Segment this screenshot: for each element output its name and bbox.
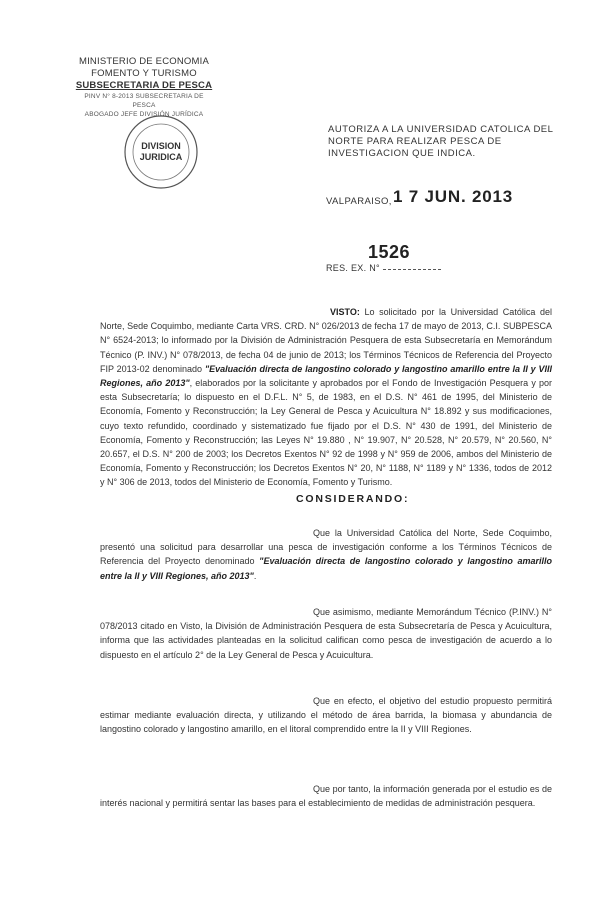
visto-text-a: Lo solicitado por la Universidad Católica del Norte, Sede Coquimbo, mediante Carta VRS. CRD. N° 026/2013 de fecha 17 de mayo de 2013, C.I. SUBPESCA N° 6524-2013; lo informado por la División de Administración Pesquera de esta Subsecretaría en Memorándum Técnico (P. INV.) N° 078/2013, de fecha 04 de junio de 2013; los Términos Técnicos de Referencia del Proyecto FIP 2013-02 denominado: [100, 307, 552, 374]
considerando-p1-c: .: [253, 570, 257, 581]
stamp-line-1: DIVISION: [141, 141, 181, 151]
visto-paragraph: [100, 305, 552, 490]
considerando-p4: Que por tanto, la información generada por el estudio es de interés nacional y permitirá sentar las bases para el establecimiento de medidas de administración pesquera.: [100, 784, 552, 809]
resolution-subject: AUTORIZA A LA UNIVERSIDAD CATOLICA DEL NORTE PARA REALIZAR PESCA DE INVESTIGACION QUE INDICA.: [328, 124, 554, 159]
resolution-label: RES. EX. N°: [326, 263, 380, 273]
considerando-paragraph-4: [100, 782, 552, 810]
visto-text-c: , elaborados por la solicitante y aprobados por el Fondo de Investigación Pesquera y por esta Subsecretaría; lo dispuesto en el D.F.L. N° 5, de 1983, en el D.S. N° 461 de 1995, del Ministerio de Economía, Fomento y Reconstrucción; la Ley General de Pesca y Acuicultura N° 18.892 y sus modificaciones, cuyo texto refundido, coordinado y sistematizado fue fijado por el D.S. N° 430 de 1991, del Ministerio de Economía, Fomento y Reconstrucción; las Leyes N° 19.880 , N° 19.907, N° 20.528, N° 20.579, N° 20.560, N° 20.657, el D.S. N° 200 de 2003; los Decretos Exentos N° 92 de 1998 y N° 959 de 2006, ambos del Ministerio de Economía, Fomento y Reconstrucción; los Decretos Exentos N° 20, N° 1188, N° 1189 y N° 1336, todos de 2012 y N° 306 de 2013, todos del Ministerio de Economía, Fomento y Turismo.: [100, 378, 552, 488]
juridica-stamp: [122, 113, 200, 191]
considerando-p1-project: "Evaluación directa de langostino colorado y langostino amarillo entre la II y VIII Regiones, año 2013": [100, 556, 552, 581]
ministry-subname: FOMENTO Y TURISMO: [91, 68, 197, 79]
header-signer: ABOGADO JEFE DIVISIÓN JURÍDICA: [84, 111, 204, 118]
resolution-number: 1526: [368, 242, 411, 262]
considerando-p2: Que asimismo, mediante Memorándum Técnico (P.INV.) N° 078/2013 citado en Visto, la División de Administración Pesquera de esta Subsecretaría de Pesca y Acuicultura, informa que las actividades planteadas en la solicitud califican como pesca de investigación de acuerdo a lo dispuesto en el artículo 2° de la Ley General de Pesca y Acuicultura.: [100, 607, 552, 660]
place-label: VALPARAISO,: [326, 196, 392, 207]
ministry-header: [74, 56, 214, 119]
visto-heading: VISTO:: [330, 307, 360, 317]
visto-project-title: "Evaluación directa de langostino colorado y langostino amarillo entre la II y VIII Regiones, año 2013": [100, 363, 552, 389]
stamp-line-2: JURIDICA: [139, 152, 183, 162]
ministry-name: MINISTERIO DE ECONOMIA: [78, 56, 210, 67]
considerando-paragraph-1: [100, 526, 552, 583]
header-reference: PINV N° 8-2013 SUBSECRETARIA DE PESCA: [84, 93, 204, 109]
considerando-p3: Que en efecto, el objetivo del estudio propuesto permitirá estimar mediante evaluación directa, y utilizando el método de área barrida, la biomasa y abundancia de langostino colorado y langostino amarillo, en el litoral comprendido entre la II y VIII Regiones.: [100, 696, 552, 735]
considerando-p1-a: Que la Universidad Católica del Norte, Sede Coquimbo, presentó una solicitud para desarrollar una pesca de investigación conforme a los Términos Técnicos de Referencia del Proyecto denominado: [100, 528, 552, 567]
resolution-label-row: [326, 263, 441, 273]
considerando-paragraph-3: [100, 694, 552, 737]
considerando-heading: CONSIDERANDO:: [296, 493, 410, 505]
subsecretaria-name: SUBSECRETARIA DE PESCA: [75, 80, 213, 91]
date-stamp: 1 7 JUN. 2013: [393, 187, 514, 206]
resolution-line: [383, 269, 441, 270]
considerando-paragraph-2: [100, 605, 552, 662]
